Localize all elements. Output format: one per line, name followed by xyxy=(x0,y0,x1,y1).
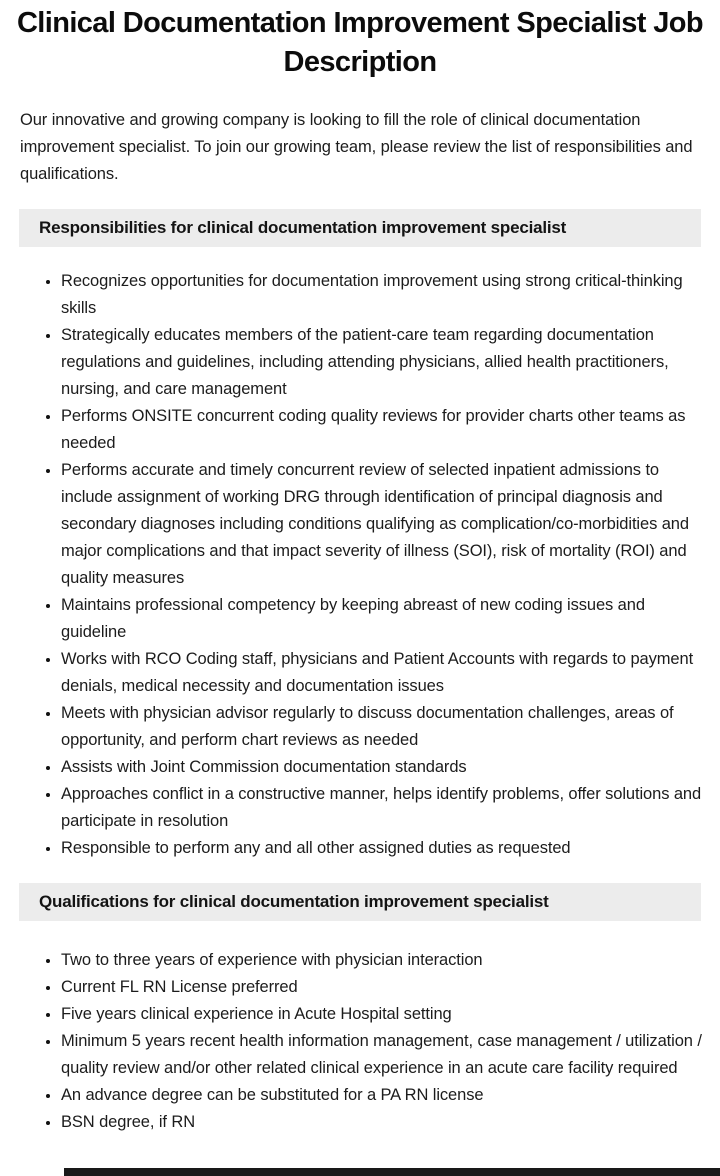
responsibilities-list xyxy=(0,268,702,862)
page-title: Clinical Documentation Improvement Specialist Job Description xyxy=(16,7,704,78)
qualification-item: • An advance degree can be substituted for a PA RN license xyxy=(61,1082,702,1109)
qualifications-list xyxy=(0,947,702,1136)
responsibility-item: • Maintains professional competency by keeping abreast of new coding issues and guideline xyxy=(61,592,702,646)
responsibility-item: • Performs ONSITE concurrent coding quality reviews for provider charts other teams as needed xyxy=(61,403,702,457)
section-responsibilities xyxy=(0,209,720,862)
responsibility-item: • Recognizes opportunities for documentation improvement using strong critical-thinking skills xyxy=(61,268,702,322)
cutoff-bottom-bar xyxy=(64,1168,720,1176)
intro-paragraph: Our innovative and growing company is looking to fill the role of clinical documentation improvement specialist. To join our growing team, please review the list of responsibilities and qualifications. xyxy=(20,111,693,183)
qualification-item: • Minimum 5 years recent health information management, case management / utilization / quality review and/or other related clinical experience in an acute care facility required xyxy=(61,1028,702,1082)
qualification-item: • BSN degree, if RN xyxy=(61,1109,702,1136)
responsibility-item: • Performs accurate and timely concurrent review of selected inpatient admissions to include assignment of working DRG through identification of principal diagnosis and secondary diagnoses including conditions qualifying as complication/co-morbidities and major complications and that impact severity of illness (SOI), risk of mortality (ROI) and quality measures xyxy=(61,457,702,592)
qualifications-section-heading: Qualifications for clinical documentation improvement specialist xyxy=(19,883,701,921)
qualification-item: • Two to three years of experience with physician interaction xyxy=(61,947,702,974)
section-qualifications xyxy=(0,883,720,1136)
job-description-page xyxy=(0,4,720,1176)
responsibility-item: • Assists with Joint Commission documentation standards xyxy=(61,754,702,781)
responsibility-item: • Approaches conflict in a constructive manner, helps identify problems, offer solutions and participate in resolution xyxy=(61,781,702,835)
responsibility-item: • Meets with physician advisor regularly to discuss documentation challenges, areas of opportunity, and perform chart reviews as needed xyxy=(61,700,702,754)
responsibilities-section-heading: Responsibilities for clinical documentation improvement specialist xyxy=(19,209,701,247)
qualification-item: • Current FL RN License preferred xyxy=(61,974,702,1001)
qualification-item: • Five years clinical experience in Acute Hospital setting xyxy=(61,1001,702,1028)
responsibility-item: • Strategically educates members of the patient-care team regarding documentation regulations and guidelines, including attending physicians, allied health practitioners, nursing, and care management xyxy=(61,322,702,403)
responsibility-item: • Responsible to perform any and all other assigned duties as requested xyxy=(61,835,702,862)
responsibility-item: • Works with RCO Coding staff, physicians and Patient Accounts with regards to payment denials, medical necessity and documentation issues xyxy=(61,646,702,700)
